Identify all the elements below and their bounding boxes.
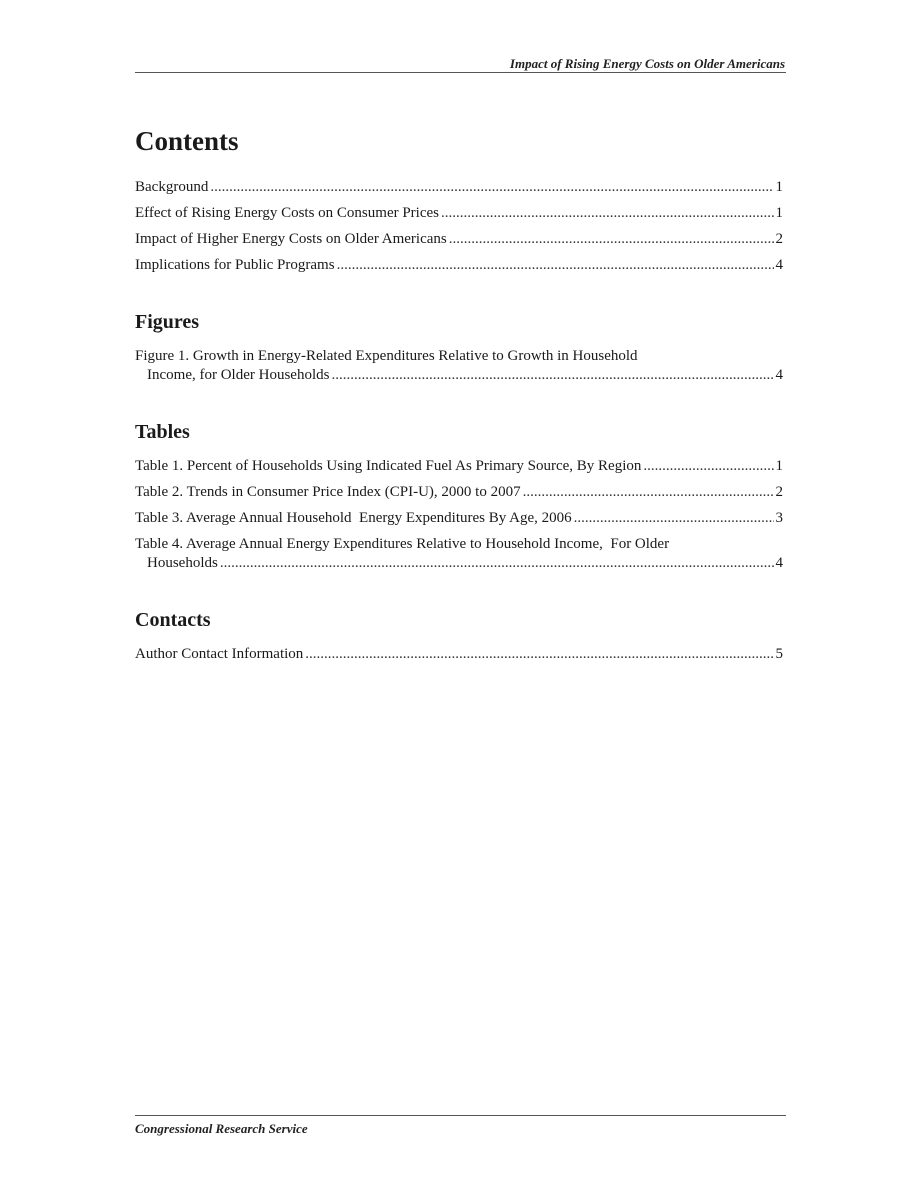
dot-leader xyxy=(441,204,774,223)
header-rule xyxy=(135,72,786,73)
running-head: Impact of Rising Energy Costs on Older Americans xyxy=(509,56,785,71)
toc-entry-label: Author Contact Information xyxy=(135,646,304,662)
dot-leader xyxy=(210,178,773,197)
toc-page-number: 1 xyxy=(775,205,783,221)
toc-page-number: 2 xyxy=(775,231,783,247)
contacts-section xyxy=(135,607,783,664)
figures-section xyxy=(135,309,783,385)
contents-heading: Contents xyxy=(135,126,239,156)
toc-entry-figure-1[interactable] xyxy=(135,347,783,385)
dot-leader xyxy=(643,457,773,476)
toc-page-number: 4 xyxy=(775,367,783,383)
footer: Congressional Research Service xyxy=(135,1121,308,1136)
dot-leader xyxy=(449,230,774,249)
dot-leader xyxy=(220,554,774,573)
toc-entry-label: Impact of Higher Energy Costs on Older Americans xyxy=(135,231,447,247)
footer-rule xyxy=(135,1115,786,1116)
dot-leader xyxy=(337,256,774,275)
table-of-contents xyxy=(135,124,783,698)
toc-entry-label: Table 3. Average Annual Household Energy Expenditures By Age, 2006 xyxy=(135,510,572,526)
toc-page-number: 3 xyxy=(775,510,783,526)
tables-section xyxy=(135,419,783,573)
toc-entry-table-2[interactable] xyxy=(135,483,783,502)
toc-page-number: 1 xyxy=(775,179,783,195)
toc-entry-author-contact[interactable] xyxy=(135,645,783,664)
toc-page-number: 4 xyxy=(775,257,783,273)
toc-entry-label: Table 1. Percent of Households Using Indicated Fuel As Primary Source, By Region xyxy=(135,458,642,474)
dot-leader xyxy=(523,483,774,502)
toc-entry-label: Background xyxy=(135,179,209,195)
toc-entry-label: Implications for Public Programs xyxy=(135,257,335,273)
toc-page-number: 4 xyxy=(775,555,783,571)
dot-leader xyxy=(574,509,774,528)
toc-entry-label-line2: Income, for Older Households xyxy=(147,367,330,383)
toc-entry-impact-on-older-americans[interactable] xyxy=(135,230,783,249)
toc-page-number: 2 xyxy=(775,484,783,500)
toc-page-number: 1 xyxy=(775,458,783,474)
toc-entry-label: Effect of Rising Energy Costs on Consumer Prices xyxy=(135,205,439,221)
figures-heading: Figures xyxy=(135,311,200,333)
toc-entry-table-1[interactable] xyxy=(135,457,783,476)
toc-entry-label-line1: Figure 1. Growth in Energy-Related Expenditures Relative to Growth in Household xyxy=(135,348,638,364)
dot-leader xyxy=(331,366,773,385)
toc-entry-label-line1: Table 4. Average Annual Energy Expenditures Relative to Household Income, For Older xyxy=(135,536,670,552)
contacts-heading: Contacts xyxy=(135,609,211,631)
toc-entry-table-4[interactable] xyxy=(135,535,783,573)
toc-entry-label: Table 2. Trends in Consumer Price Index (CPI-U), 2000 to 2007 xyxy=(135,484,521,500)
toc-entry-public-programs[interactable] xyxy=(135,256,783,275)
dot-leader xyxy=(305,645,773,664)
tables-heading: Tables xyxy=(135,421,190,443)
toc-entry-label-line2: Households xyxy=(147,555,218,571)
toc-entry-table-3[interactable] xyxy=(135,509,783,528)
toc-entry-effect-on-consumer-prices[interactable] xyxy=(135,204,783,223)
toc-entry-background[interactable] xyxy=(135,178,783,197)
contents-section xyxy=(135,124,783,275)
toc-page-number: 5 xyxy=(775,646,783,662)
